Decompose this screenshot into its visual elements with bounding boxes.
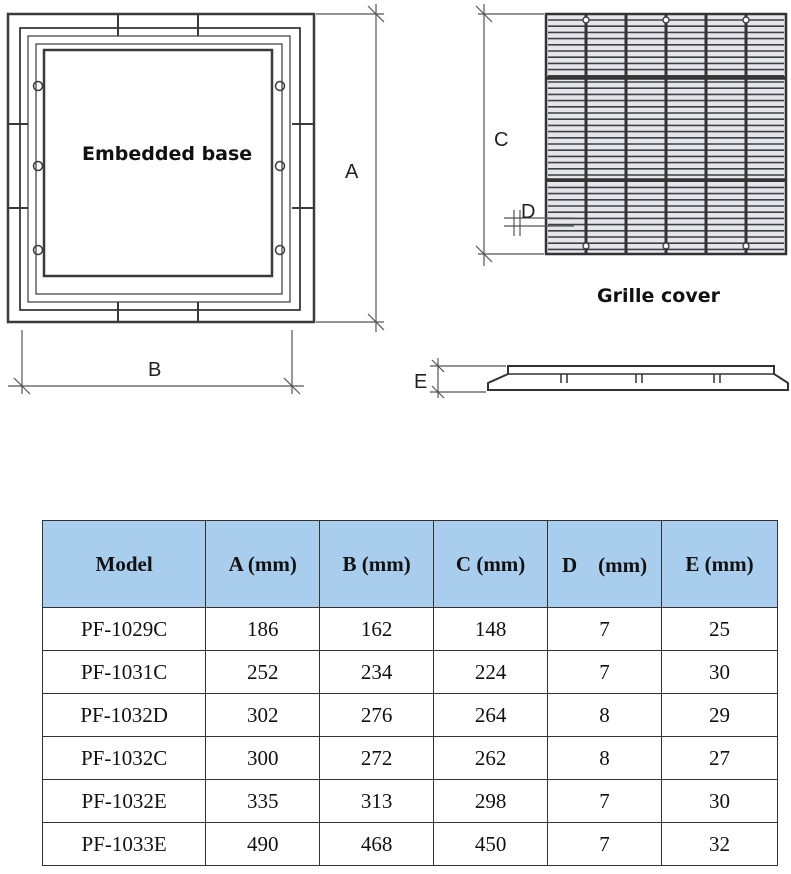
cell-a: 490 [206,823,320,866]
cell-d: 7 [548,823,662,866]
cell-b: 276 [320,694,434,737]
table-row [43,651,778,694]
cell-d: 7 [548,608,662,651]
header-e: E (mm) [662,521,778,608]
cell-b: 313 [320,780,434,823]
specification-table [42,520,778,866]
cell-e: 27 [662,737,778,780]
cell-a: 335 [206,780,320,823]
cell-model: PF-1032C [43,737,206,780]
table-row [43,823,778,866]
cell-d: 8 [548,737,662,780]
dimension-d-label: D [521,201,536,223]
cell-c: 298 [434,780,548,823]
cell-c: 262 [434,737,548,780]
grille-cover-label: Grille cover [597,285,720,307]
cell-e: 30 [662,780,778,823]
cell-c: 450 [434,823,548,866]
cell-model: PF-1032E [43,780,206,823]
cell-model: PF-1033E [43,823,206,866]
header-b: B (mm) [320,521,434,608]
cell-a: 302 [206,694,320,737]
cell-b: 162 [320,608,434,651]
cell-b: 468 [320,823,434,866]
dimension-c-line [476,4,544,266]
cell-d: 7 [548,651,662,694]
embedded-base-drawing [8,14,314,322]
cell-model: PF-1032D [43,694,206,737]
cell-c: 264 [434,694,548,737]
cell-a: 300 [206,737,320,780]
cell-model: PF-1029C [43,608,206,651]
cell-b: 272 [320,737,434,780]
header-a: A (mm) [206,521,320,608]
header-model: Model [43,521,206,608]
cell-b: 234 [320,651,434,694]
table-row [43,780,778,823]
cover-side-profile [488,366,788,390]
dimension-a-label: A [345,161,359,183]
cell-model: PF-1031C [43,651,206,694]
cell-e: 29 [662,694,778,737]
grille-cover-drawing [546,14,786,254]
dimension-c-label: C [494,129,509,151]
table-row [43,737,778,780]
dimension-e-label: E [414,371,428,393]
cell-e: 30 [662,651,778,694]
cell-a: 252 [206,651,320,694]
cell-d: 8 [548,694,662,737]
dimension-e-line [430,358,506,398]
dimension-b-label: B [148,359,162,381]
table-row [43,694,778,737]
cell-d: 7 [548,780,662,823]
header-c: C (mm) [434,521,548,608]
cell-a: 186 [206,608,320,651]
cell-e: 32 [662,823,778,866]
cell-c: 148 [434,608,548,651]
cell-c: 224 [434,651,548,694]
embedded-base-label: Embedded base [82,143,253,165]
table-header-row [43,521,778,608]
table-row [43,608,778,651]
header-d: D (mm) [548,521,662,608]
cell-e: 25 [662,608,778,651]
